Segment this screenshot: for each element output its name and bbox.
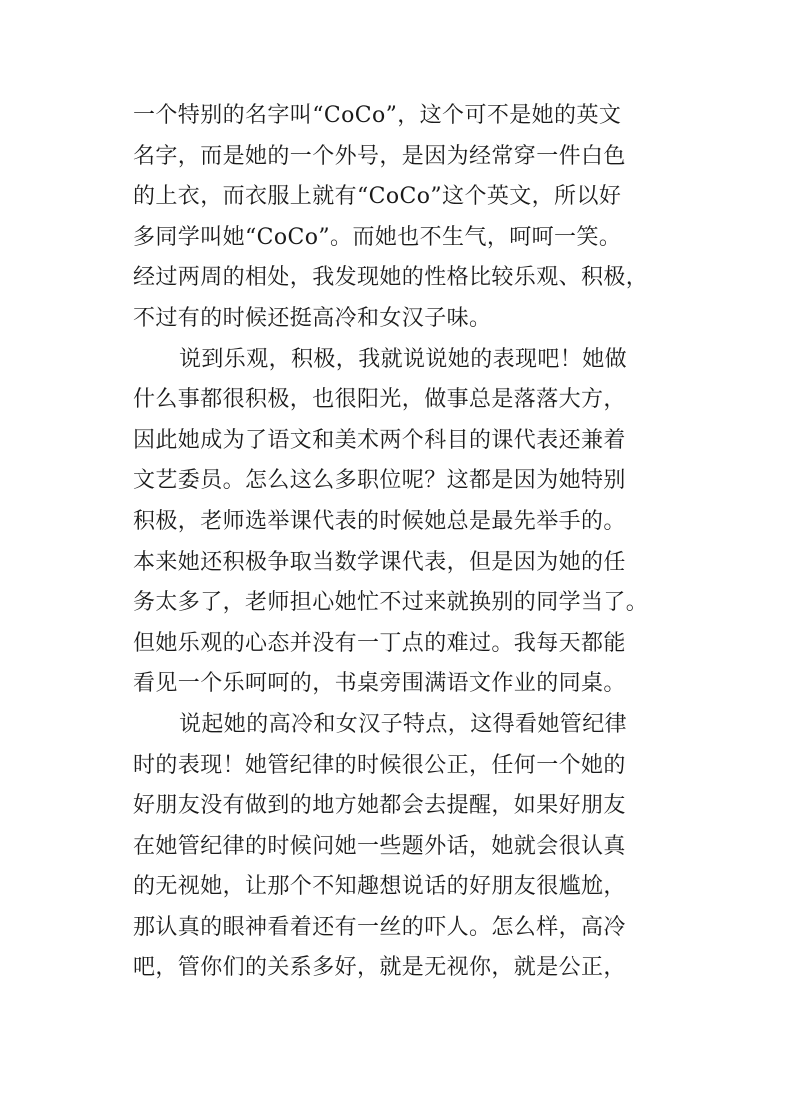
text-line: 多同学叫她“CoCo”。而她也不生气，呵呵一笑。 [133, 224, 622, 250]
text-line: 的上衣，而衣服上就有“CoCo”这个英文，所以好 [133, 184, 622, 210]
text-line: 吧，管你们的关系多好，就是无视你，就是公正， [133, 955, 626, 981]
text-line: 因此她成为了语文和美术两个科目的课代表还兼着 [133, 427, 626, 453]
text-line: 在她管纪律的时候问她一些题外话，她就会很认真 [133, 833, 626, 859]
text-line: 积极，老师选举课代表的时候她总是最先举手的。 [133, 508, 626, 534]
text-line: 什么事都很积极，也很阳光，做事总是落落大方， [133, 387, 626, 413]
text-line: 不过有的时候还挺高冷和女汉子味。 [133, 305, 492, 331]
text-line: 一个特别的名字叫“CoCo”，这个可不是她的英文 [133, 103, 622, 128]
text-line: 看见一个乐呵呵的，书桌旁围满语文作业的同桌。 [133, 671, 626, 697]
text-line: 的无视她，让那个不知趣想说话的好朋友很尴尬， [133, 874, 626, 900]
text-line: 但她乐观的心态并没有一丁点的难过。我每天都能 [133, 630, 626, 656]
text-line: 本来她还积极争取当数学课代表，但是因为她的任 [133, 549, 626, 575]
text-line: 那认真的眼神看着还有一丝的吓人。怎么样，高冷 [133, 914, 626, 940]
text-line: 经过两周的相处，我发现她的性格比较乐观、积极， [133, 265, 649, 291]
text-line: 时的表现！她管纪律的时候很公正，任何一个她的 [133, 752, 626, 778]
text-line: 好朋友没有做到的地方她都会去提醒，如果好朋友 [133, 793, 626, 819]
paragraph-start-line: 说到乐观，积极，我就说说她的表现吧！她做 [179, 346, 628, 372]
essay-text-block [133, 96, 693, 989]
paragraph-start-line: 说起她的高冷和女汉子特点，这得看她管纪律 [179, 711, 628, 737]
text-line: 文艺委员。怎么这么多职位呢？这都是因为她特别 [133, 468, 626, 494]
text-line: 务太多了，老师担心她忙不过来就换别的同学当了。 [133, 590, 649, 616]
text-line: 名字，而是她的一个外号，是因为经常穿一件白色 [133, 143, 626, 169]
